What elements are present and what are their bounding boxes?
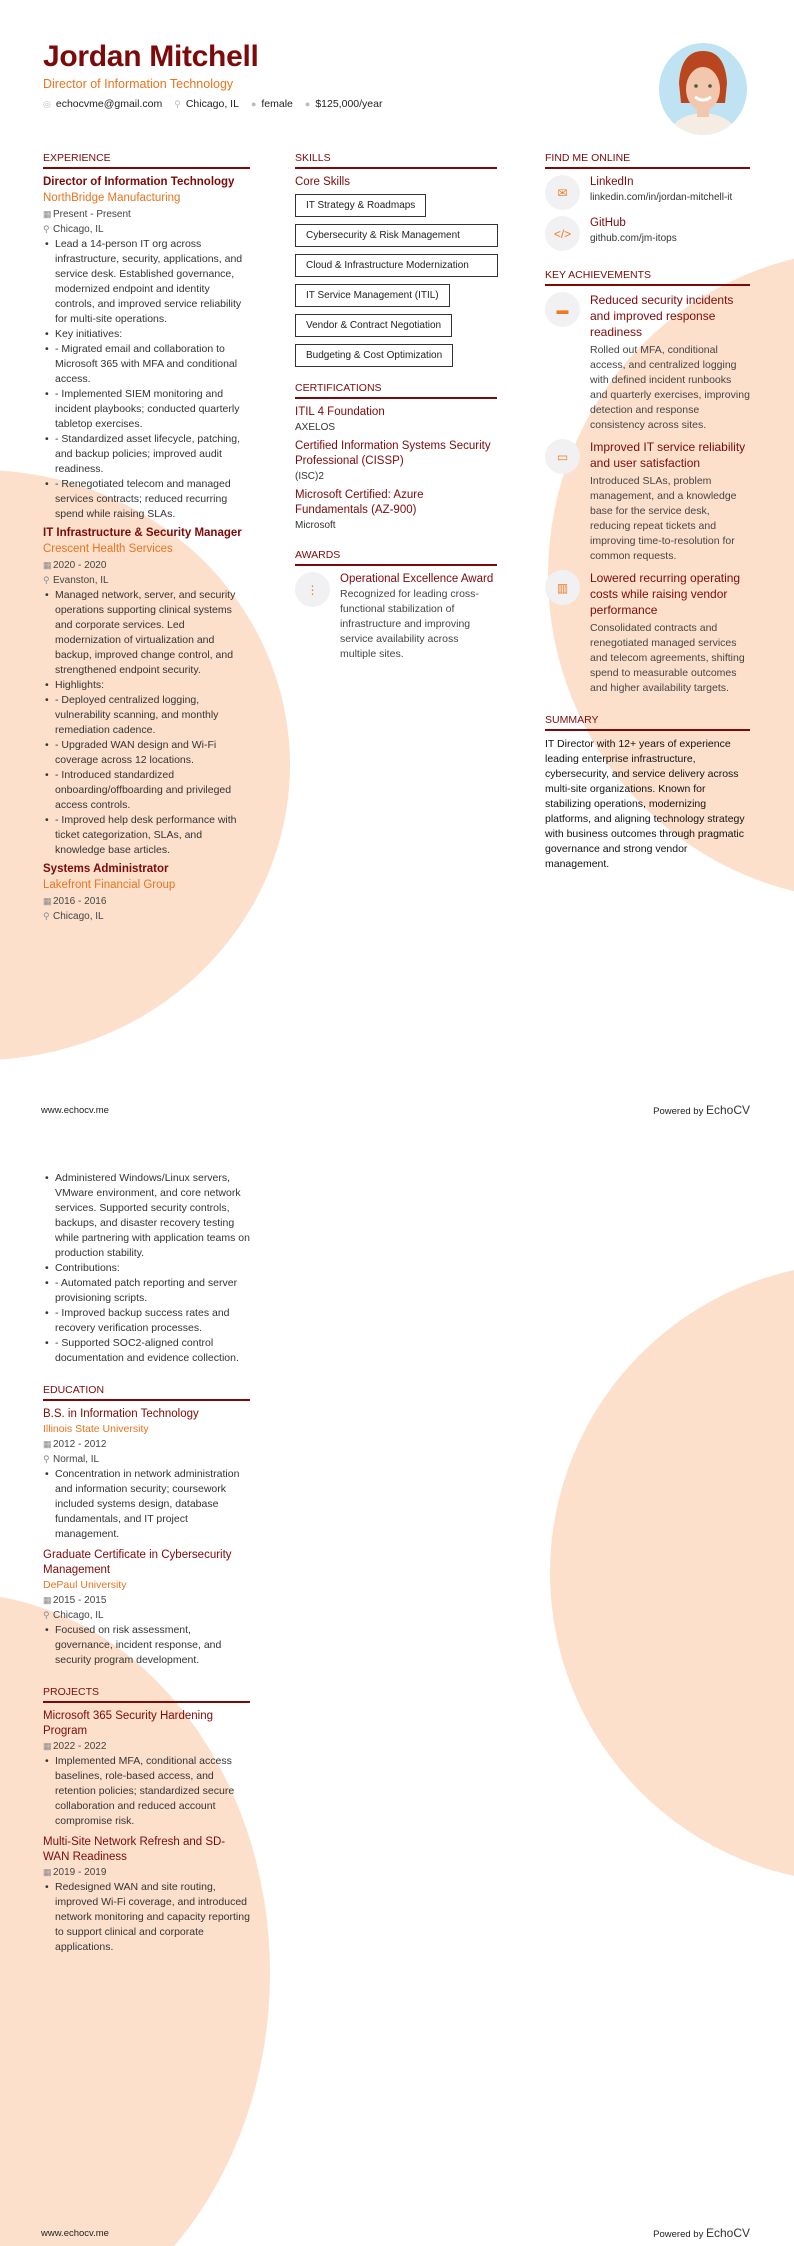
calendar-icon: ▦ <box>43 1867 52 1877</box>
bullet: • - Improved help desk performance with ticket categorization, SLAs, and knowledge base articles. <box>43 813 250 858</box>
bullet: • - Deployed centralized logging, vulnerability scanning, and monthly remediation cadence. <box>43 693 250 738</box>
job-dates: Present - Present <box>53 209 131 220</box>
footer-powered[interactable] <box>653 2226 750 2240</box>
bullet: • Highlights: <box>43 678 250 693</box>
skills-section <box>295 152 497 668</box>
bullet: • - Implemented SIEM monitoring and incident playbooks; conducted quarterly tabletop exercises. <box>43 387 250 432</box>
achievement-desc: Introduced SLAs, problem management, and a knowledge base for the service desk, reducing repeat tickets and improving time-to-resolution for common requests. <box>590 475 737 562</box>
degree: Graduate Certificate in Cybersecurity Management <box>43 1549 232 1576</box>
footer-site-link[interactable]: www.echocv.me <box>41 2228 109 2239</box>
summary-text: IT Director with 12+ years of experience leading enterprise infrastructure, cybersecurity, and service delivery across multi-site organizations. Known for stabilizing operations, modernizing platforms, and aligning technology strategy with business outcomes through pragmatic governance and strong vendor management. <box>545 738 745 870</box>
location-icon: ⚲ <box>43 1454 50 1464</box>
online-item[interactable] <box>545 216 750 251</box>
skill-chip: Cybersecurity & Risk Management <box>295 224 498 247</box>
bullet: • Concentration in network administration and information security; coursework included systems design, database fundamentals, and IT project management. <box>43 1467 250 1542</box>
achievement-title: Lowered recurring operating costs while raising vendor performance <box>590 571 741 617</box>
job-location: Evanston, IL <box>53 575 109 586</box>
project-title: Multi-Site Network Refresh and SD-WAN Readiness <box>43 1836 226 1863</box>
contact-location <box>174 98 239 110</box>
award-desc: Recognized for leading cross-functional stabilization of infrastructure and improving service availability across multiple sites. <box>340 588 479 660</box>
candidate-name: Jordan Mitchell <box>43 40 259 73</box>
edu-dates: 2015 - 2015 <box>53 1595 107 1606</box>
company-name: NorthBridge Manufacturing <box>43 192 181 204</box>
calendar-icon: ▦ <box>43 560 52 570</box>
powered-label: Powered by <box>653 1106 704 1117</box>
salary-icon: ● <box>304 99 311 109</box>
card-icon: ▬ <box>545 292 580 327</box>
summary-section <box>545 714 750 872</box>
achievement-item <box>545 570 750 696</box>
cert-name: Certified Information Systems Security Professional (CISSP) <box>295 440 491 467</box>
powered-label: Powered by <box>653 2229 704 2240</box>
school: Illinois State University <box>43 1423 149 1435</box>
company-name: Lakefront Financial Group <box>43 879 176 891</box>
achievement-title: Improved IT service reliability and user satisfaction <box>590 440 746 470</box>
cert-name: ITIL 4 Foundation <box>295 406 385 418</box>
cert-issuer: Microsoft <box>295 520 336 531</box>
job-entry <box>43 862 250 924</box>
contact-salary <box>305 98 383 110</box>
battery-icon: ▭ <box>545 439 580 474</box>
online-url[interactable]: github.com/jm-itops <box>590 233 677 244</box>
location-icon: ⚲ <box>43 911 50 921</box>
section-heading: SUMMARY <box>545 714 750 731</box>
location-icon: ⚲ <box>43 224 50 234</box>
bullet: • Lead a 14-person IT org across infrastructure, security, applications, and service desk. Established governance, modernized endpoint and identity controls, and improved service reliability for multi-site operations. <box>43 237 250 327</box>
calendar-icon: ▦ <box>43 1595 52 1605</box>
award-item <box>295 572 497 662</box>
section-heading: CERTIFICATIONS <box>295 382 497 399</box>
bullet: • - Improved backup success rates and recovery verification processes. <box>43 1306 250 1336</box>
email-text: echocvme@gmail.com <box>55 98 163 110</box>
job-entry <box>43 175 250 522</box>
degree: B.S. in Information Technology <box>43 1408 199 1420</box>
location-icon: ⚲ <box>43 575 50 585</box>
experience-section <box>43 152 250 924</box>
project-dates: 2022 - 2022 <box>53 1741 107 1752</box>
project-title: Microsoft 365 Security Hardening Program <box>43 1710 214 1737</box>
bullet: • - Upgraded WAN design and Wi-Fi coverage across 12 locations. <box>43 738 250 768</box>
footer-powered[interactable] <box>653 1103 750 1117</box>
job-title: IT Infrastructure & Security Manager <box>43 527 242 539</box>
bullet: • Focused on risk assessment, governance, incident response, and security program development. <box>43 1623 250 1668</box>
bullet: • Redesigned WAN and site routing, improved Wi-Fi coverage, and introduced network monitoring and capacity reporting to support clinical and corporate applications. <box>43 1880 250 1955</box>
achievements-section <box>545 269 750 696</box>
experience-continued <box>43 1171 250 1955</box>
skill-group-title: Core Skills <box>295 176 350 188</box>
mail-icon: ✉ <box>545 175 580 210</box>
section-heading: AWARDS <box>295 549 497 566</box>
achievement-title: Reduced security incidents and improved response readiness <box>590 293 734 339</box>
profile-photo <box>659 43 747 135</box>
job-entry <box>43 526 250 858</box>
bullet: • Implemented MFA, conditional access baselines, role-based access, and retention policies; standardized secure collaboration and reduced account compromise risk. <box>43 1754 250 1829</box>
achievement-item <box>545 292 750 433</box>
bullet: • Administered Windows/Linux servers, VMware environment, and core network services. Supported security controls, backups, and disaster recovery testing while partnering with application teams on production stability. <box>43 1171 250 1261</box>
section-heading: EDUCATION <box>43 1384 250 1401</box>
dots-icon: ⋮ <box>295 572 330 607</box>
contact-gender <box>251 98 293 110</box>
calendar-icon: ▦ <box>43 896 52 906</box>
candidate-role: Director of Information Technology <box>43 77 234 91</box>
online-name: GitHub <box>590 217 626 229</box>
bullet: • Managed network, server, and security operations supporting clinical systems and corporate services. Led modernization of virtualization and backup, improved change control, and strengthened endpoint security. <box>43 588 250 678</box>
salary-text: $125,000/year <box>315 98 383 110</box>
skill-chip: IT Strategy & Roadmaps <box>295 194 426 217</box>
building-icon: ▥ <box>545 570 580 605</box>
location-text: Chicago, IL <box>185 98 239 110</box>
cert-issuer: AXELOS <box>295 422 336 433</box>
calendar-icon: ▦ <box>43 1439 52 1449</box>
section-heading: FIND ME ONLINE <box>545 152 750 169</box>
brand-name: EchoCV <box>705 1103 750 1117</box>
achievement-desc: Consolidated contracts and renegotiated managed services and telecom agreements, shifting spend to measurable outcomes and higher availability targets. <box>590 622 745 694</box>
job-title: Director of Information Technology <box>43 176 235 188</box>
contact-info <box>43 98 382 110</box>
online-item[interactable] <box>545 175 750 210</box>
bullet: • Contributions: <box>43 1261 250 1276</box>
bullet: • - Supported SOC2-aligned control documentation and evidence collection. <box>43 1336 250 1366</box>
calendar-icon: ▦ <box>43 209 52 219</box>
online-url[interactable]: linkedin.com/in/jordan-mitchell-it <box>590 192 733 203</box>
skill-chip: Budgeting & Cost Optimization <box>295 344 453 367</box>
bullet: • - Standardized asset lifecycle, patching, and backup policies; improved audit readiness. <box>43 432 250 477</box>
job-dates: 2016 - 2016 <box>53 896 107 907</box>
online-name: LinkedIn <box>590 176 634 188</box>
job-location: Chicago, IL <box>53 224 104 235</box>
bullet: • - Migrated email and collaboration to Microsoft 365 with MFA and conditional access. <box>43 342 250 387</box>
achievement-item <box>545 439 750 564</box>
footer-site-link[interactable]: www.echocv.me <box>41 1105 109 1116</box>
bullet: • Key initiatives: <box>43 327 250 342</box>
edu-dates: 2012 - 2012 <box>53 1439 107 1450</box>
page-2 <box>0 1123 794 2246</box>
section-heading: EXPERIENCE <box>43 152 250 169</box>
online-section <box>545 152 750 872</box>
certifications-section <box>295 382 497 533</box>
skill-chip: Vendor & Contract Negotiation <box>295 314 452 337</box>
skill-chip: IT Service Management (ITIL) <box>295 284 450 307</box>
at-icon: ◎ <box>43 99 51 109</box>
school: DePaul University <box>43 1579 127 1591</box>
section-heading: PROJECTS <box>43 1686 250 1703</box>
contact-email[interactable] <box>43 98 162 110</box>
project-dates: 2019 - 2019 <box>53 1867 107 1878</box>
projects-section <box>43 1686 250 1955</box>
achievement-desc: Rolled out MFA, conditional access, and centralized logging with defined incident runbooks and quarterly exercises, improving detection and response consistency across sites. <box>590 344 750 431</box>
code-icon: </> <box>545 216 580 251</box>
company-name: Crescent Health Services <box>43 543 173 555</box>
location-icon: ⚲ <box>174 99 181 109</box>
bullet: • - Renegotiated telecom and managed services contracts; reduced recurring spend while raising SLAs. <box>43 477 250 522</box>
brand-name: EchoCV <box>705 2226 750 2240</box>
section-heading: SKILLS <box>295 152 497 169</box>
edu-location: Chicago, IL <box>53 1610 104 1621</box>
awards-section <box>295 549 497 662</box>
cert-issuer: (ISC)2 <box>295 471 324 482</box>
skill-chip: Cloud & Infrastructure Modernization <box>295 254 498 277</box>
gender-text: female <box>261 98 293 110</box>
job-title: Systems Administrator <box>43 863 169 875</box>
award-title: Operational Excellence Award <box>340 573 494 585</box>
person-icon: ● <box>250 99 257 109</box>
edu-location: Normal, IL <box>53 1454 100 1465</box>
cert-name: Microsoft Certified: Azure Fundamentals (AZ-900) <box>295 489 424 516</box>
decorative-circle <box>550 1263 794 1883</box>
location-icon: ⚲ <box>43 1610 50 1620</box>
education-section <box>43 1384 250 1668</box>
calendar-icon: ▦ <box>43 1741 52 1751</box>
bullet: • - Automated patch reporting and server provisioning scripts. <box>43 1276 250 1306</box>
section-heading: KEY ACHIEVEMENTS <box>545 269 750 286</box>
job-location: Chicago, IL <box>53 911 104 922</box>
bullet: • - Introduced standardized onboarding/offboarding and privileged access controls. <box>43 768 250 813</box>
job-dates: 2020 - 2020 <box>53 560 107 571</box>
